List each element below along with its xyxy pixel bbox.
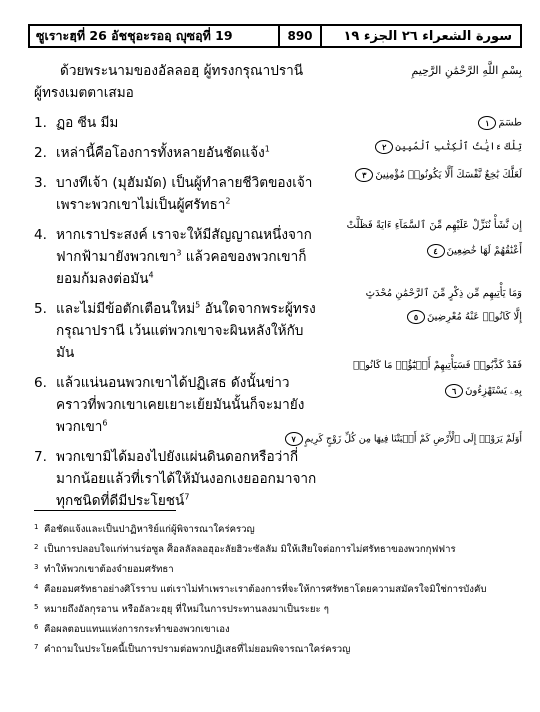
footnote-number: 6 [34, 623, 39, 631]
verse-text-body: ฏอ ซีน มีม [56, 115, 119, 131]
verse-5 [34, 298, 318, 364]
footnote-text: คือชัดแจ้งและเป็นปาฏิหาริย์แก่ผู้พิจารณาใคร่ครวญ [44, 524, 255, 535]
verse-text [56, 112, 318, 134]
arabic-text: وَمَا يَأْتِيهِم مِّن ذِكْرٍ مِّنَ ٱلرَّحْمَٰنِ مُحْدَثٍ [365, 288, 522, 299]
verse-text [56, 298, 318, 364]
footnote-text: ทำให้พวกเขาต้องจำยอมศรัทธา [44, 564, 174, 575]
arabic-line [443, 384, 522, 398]
verse-text [56, 372, 318, 438]
footnote-text: คือยอมศรัทธาอย่างศิโรราบ แต่เราไม่ทำเพราะเราต้องการที่จะให้การศรัทธาโดยความสมัครใจมิใช่การบังคับ [44, 584, 487, 595]
arabic-text: إِلَّا كَانُوا۟ عَنْهُ مُعْرِضِينَ [427, 311, 522, 323]
arabic-text: لَعَلَّكَ بَٰخِعٌ نَّفْسَكَ أَلَّا يَكُونُوا۟ مُؤْمِنِينَ [375, 169, 522, 181]
verse-text [56, 446, 318, 512]
verse-text-body: เหล่านี้คือโองการทั้งหลายอันชัดแจ้ง [56, 145, 265, 161]
footnote-ref[interactable]: 3 [176, 248, 182, 258]
arabic-text: تِلْكَ ءَايَٰتُ ٱلْكِتَٰبِ ٱلْمُبِينِ [395, 141, 522, 153]
arabic-text: أَوَلَمْ يَرَوْا۟ إِلَى ٱلْأَرْضِ كَمْ أَنۢبَتْنَا فِيهَا مِن كُلِّ زَوْجٍ كَرِيمٍ [304, 433, 522, 445]
verse-number: 5. [34, 301, 47, 317]
footnote-number: 7 [34, 643, 39, 651]
footnote-text: หมายถึงอัลกุรอาน หรืออัลวะฮฺยุ ที่ใหม่ในการประทานลงมาเป็นระยะ ๆ [44, 604, 329, 615]
page-header [28, 24, 522, 48]
basmala [411, 64, 522, 77]
verse-6 [34, 372, 318, 438]
footnote-number: 4 [34, 583, 39, 591]
arabic-line [373, 140, 522, 154]
arabic-text: إِن نَّشَأْ نُنَزِّلْ عَلَيْهِم مِّنَ ٱلسَّمَآءِ ءَايَةً فَظَلَّتْ [346, 220, 522, 231]
arabic-text: طسٓمٓ [498, 117, 522, 129]
footnote-number: 2 [34, 543, 39, 551]
ayah-marker: ٧ [285, 432, 303, 446]
footnote-ref[interactable]: 2 [225, 196, 231, 206]
footnote [34, 582, 524, 597]
verse-2 [34, 142, 318, 164]
ayah-marker: ٦ [445, 384, 463, 398]
footnote [34, 562, 524, 577]
footnote-ref[interactable]: 6 [102, 418, 108, 428]
verse-text-body: แล้วแน่นอนพวกเขาได้ปฏิเสธ ดังนั้นข่าวคราวที่พวกเขาเคยเยาะเย้ยมันนั้นก็จะมายังพวกเขา [56, 375, 305, 435]
verse-text-body: และไม่มีข้อตักเตือนใหม่ [56, 301, 196, 317]
verse-text-body: หากเราประสงค์ เราจะให้มีสัญญาณหนึ่งจากฟากฟ้ามายังพวกเขา [56, 227, 312, 265]
verse-text [56, 224, 318, 290]
footnote [34, 642, 524, 657]
footnote-text: คำถามในประโยคนี้เป็นการปรามต่อพวกปฏิเสธที่ไม่ยอมพิจารณาใคร่ครวญ [44, 644, 351, 655]
arabic-text: فَقَدْ كَذَّبُوا۟ فَسَيَأْتِيهِمْ أَنۢبَٰٓؤُا۟ مَا كَانُوا۟ [353, 360, 522, 371]
arabic-line [347, 220, 522, 231]
footnote-number: 3 [34, 563, 39, 571]
header-thai-title: ซูเราะฮฺที่ 26 อัชชุอะรออฺ ญุซอฺที่ 19 [36, 28, 233, 43]
footnote-text: คือผลตอบแทนแห่งการกระทำของพวกเขาเอง [44, 624, 230, 635]
intro-text: ด้วยพระนามของอัลลอฮฺ ผู้ทรงกรุณาปรานี ผู้ทรงเมตตาเสมอ [34, 63, 304, 101]
arabic-text: أَعْنَٰقُهُمْ لَهَا خَٰضِعِينَ [446, 245, 522, 257]
header-arabic-title: سورة الشعراء ٢٦ الجزء ١٩ [343, 28, 512, 44]
footnote-ref[interactable]: 7 [184, 492, 190, 502]
thai-translation [34, 60, 318, 520]
verse-number: 7. [34, 449, 47, 465]
arabic-text: بِهِۦ يَسْتَهْزِءُونَ [465, 385, 522, 397]
verse-text [56, 142, 318, 164]
footnote-ref[interactable]: 4 [148, 270, 154, 280]
footnote [34, 622, 524, 637]
ayah-marker: ٢ [375, 140, 393, 154]
verse-3 [34, 172, 318, 216]
footnotes [34, 522, 524, 662]
ayah-marker: ١ [478, 116, 496, 130]
basmala-text: بِسْمِ اللَّهِ الرَّحْمَٰنِ الرَّحِيمِ [411, 64, 522, 77]
footnote-number: 1 [34, 523, 39, 531]
verse-text-body: พวกเขามิได้มองไปยังแผ่นดินดอกหรือว่ากี่มากน้อยแล้วที่เราได้ให้มันงอกเงยออกมาจากทุกชนิดที่ดีมีประโยชน์ [56, 449, 317, 509]
arabic-line [405, 310, 522, 324]
page-number: 890 [278, 26, 322, 46]
footnote-number: 5 [34, 603, 39, 611]
ayah-marker: ٥ [407, 310, 425, 324]
verse-4 [34, 224, 318, 290]
ayah-marker: ٣ [355, 168, 373, 182]
arabic-line [353, 168, 522, 182]
verse-number: 3. [34, 175, 47, 191]
arabic-line [476, 116, 522, 130]
arabic-line [353, 360, 522, 371]
footnote-ref[interactable]: 1 [264, 144, 270, 154]
footnote-ref[interactable]: 5 [195, 300, 201, 310]
verse-number: 1. [34, 115, 47, 131]
verse-text-body: แล้วคอของพวกเขาก็ยอมก้มลงต่อมัน [56, 249, 307, 287]
footnote [34, 542, 524, 557]
footnote [34, 522, 524, 537]
arabic-line [366, 288, 522, 299]
verse-text-body: บางทีเจ้า (มุฮัมมัด) เป็นผู้ทำลายชีวิตของเจ้า เพราะพวกเขาไม่เป็นผู้ศรัทธา [56, 175, 313, 213]
footnote-text: เป็นการปลอบใจแก่ท่านร่อซูล ศ็อลลัลลอฮุอะลัยฮิวะซัลลัม มิให้เสียใจต่อการไม่ศรัทธาของพวกกุฟฟาร [44, 544, 456, 555]
verse-text [56, 172, 318, 216]
arabic-line [283, 432, 522, 446]
verse-7 [34, 446, 318, 512]
verse-number: 2. [34, 145, 47, 161]
footnote-divider [34, 510, 176, 511]
footnote [34, 602, 524, 617]
verse-text-body: อันใดจากพระผู้ทรงกรุณาปรานี เว้นแต่พวกเขาจะผินหลังให้กับมัน [56, 301, 316, 361]
ayah-marker: ٤ [427, 244, 445, 258]
arabic-line [425, 244, 522, 258]
verse-number: 6. [34, 375, 47, 391]
verse-1 [34, 112, 318, 134]
verse-number: 4. [34, 227, 47, 243]
